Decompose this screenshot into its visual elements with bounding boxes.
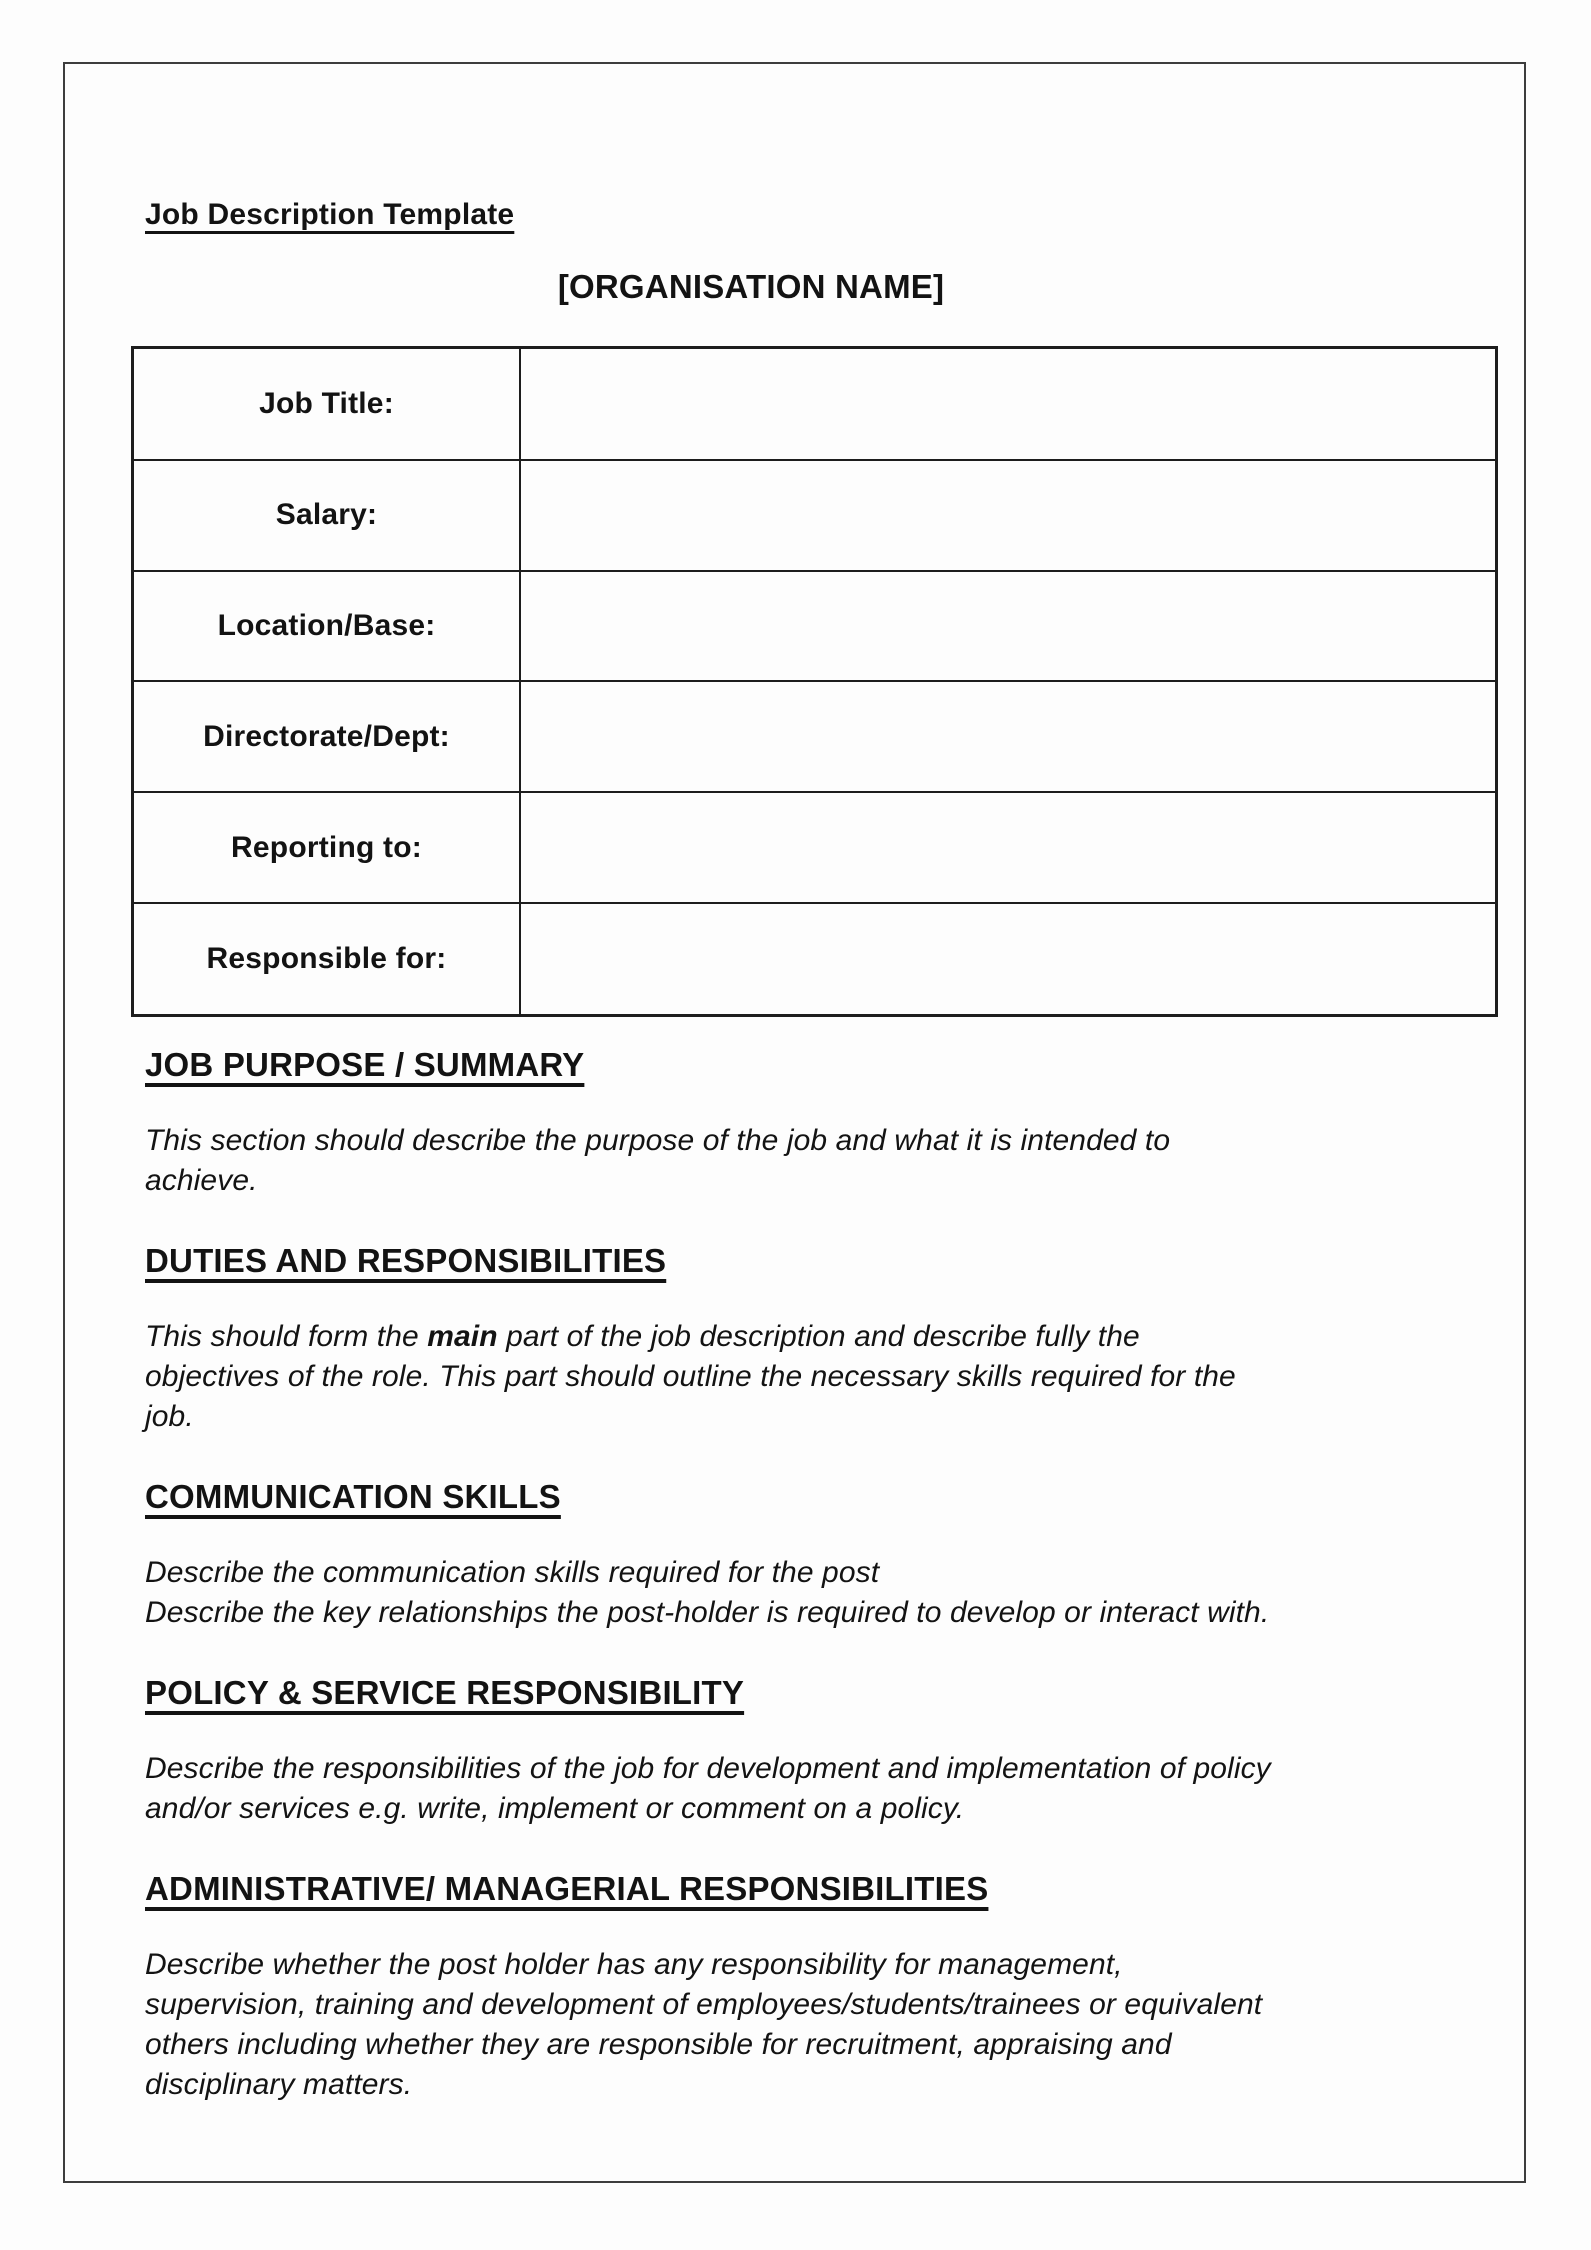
- job-info-table-body: [133, 348, 1497, 1016]
- section-paragraph: [145, 1553, 1357, 1633]
- body-text: Describe the responsibilities of the job for development and implementation of policy: [145, 1752, 1271, 1785]
- document-title: [145, 196, 1357, 234]
- body-text: achieve.: [145, 1164, 258, 1197]
- body-text: disciplinary matters.: [145, 2068, 413, 2101]
- section-body: [145, 1945, 1357, 2105]
- paragraph-line: [145, 1121, 1357, 1161]
- body-text: others including whether they are responsible for recruitment, appraising and: [145, 2028, 1172, 2061]
- paragraph-line: [145, 1985, 1357, 2025]
- row-label: Directorate/Dept:: [133, 681, 521, 792]
- table-row: [133, 681, 1497, 792]
- row-label: Location/Base:: [133, 571, 521, 682]
- body-text: This section should describe the purpose of the job and what it is intended to: [145, 1124, 1171, 1157]
- section-heading: JOB PURPOSE / SUMMARY: [145, 1046, 585, 1083]
- row-label: Job Title:: [133, 348, 521, 460]
- body-text: supervision, training and development of employees/students/trainees or equivalent: [145, 1988, 1263, 2021]
- paragraph-line: [145, 1789, 1357, 1829]
- body-text: and/or services e.g. write, implement or comment on a policy.: [145, 1792, 965, 1825]
- paragraph-line: [145, 1397, 1357, 1437]
- paragraph-line: [145, 1593, 1357, 1633]
- body-text: part of the job description and describe fully the: [497, 1320, 1140, 1353]
- section-body: [145, 1749, 1357, 1829]
- document-section: [145, 1673, 1357, 1829]
- paragraph-line: [145, 1749, 1357, 1789]
- section-heading: ADMINISTRATIVE/ MANAGERIAL RESPONSIBILITIES: [145, 1870, 989, 1907]
- document-title-text: Job Description Template: [145, 198, 515, 231]
- job-info-table: [131, 346, 1498, 1017]
- body-text: Describe the key relationships the post-holder is required to develop or interact with.: [145, 1596, 1270, 1629]
- row-label: Reporting to:: [133, 792, 521, 903]
- sections-container: [145, 1045, 1357, 2105]
- body-text: objectives of the role. This part should outline the necessary skills required for the: [145, 1360, 1236, 1393]
- table-row: [133, 571, 1497, 682]
- table-row: [133, 792, 1497, 903]
- section-heading: COMMUNICATION SKILLS: [145, 1478, 561, 1515]
- row-value-cell[interactable]: [520, 792, 1497, 903]
- section-paragraph: [145, 1749, 1357, 1829]
- paragraph-line: [145, 1945, 1357, 1985]
- organisation-name-placeholder: [ORGANISATION NAME]: [557, 268, 945, 305]
- paragraph-line: [145, 2065, 1357, 2105]
- paragraph-line: [145, 1317, 1357, 1357]
- document-section: [145, 1477, 1357, 1633]
- section-paragraph: [145, 1317, 1357, 1437]
- row-value-cell[interactable]: [520, 681, 1497, 792]
- row-value-cell[interactable]: [520, 571, 1497, 682]
- body-text: job.: [145, 1400, 194, 1433]
- body-text: This should form the: [145, 1320, 428, 1353]
- document-section: [145, 1869, 1357, 2105]
- row-value-cell[interactable]: [520, 348, 1497, 460]
- emphasized-text: main: [427, 1320, 498, 1353]
- paragraph-line: [145, 2025, 1357, 2065]
- section-body: [145, 1553, 1357, 1633]
- page-border-frame: [63, 62, 1526, 2183]
- table-row: [133, 903, 1497, 1015]
- paragraph-line: [145, 1357, 1357, 1397]
- section-body: [145, 1317, 1357, 1437]
- section-heading: POLICY & SERVICE RESPONSIBILITY: [145, 1674, 745, 1711]
- section-paragraph: [145, 1121, 1357, 1201]
- section-body: [145, 1121, 1357, 1201]
- table-row: [133, 348, 1497, 460]
- row-value-cell[interactable]: [520, 903, 1497, 1015]
- section-paragraph: [145, 1945, 1357, 2105]
- body-text: Describe the communication skills required for the post: [145, 1556, 880, 1589]
- paragraph-line: [145, 1161, 1357, 1201]
- row-label: Responsible for:: [133, 903, 521, 1015]
- table-row: [133, 460, 1497, 571]
- row-label: Salary:: [133, 460, 521, 571]
- document-section: [145, 1045, 1357, 1201]
- document-section: [145, 1241, 1357, 1437]
- section-heading: DUTIES AND RESPONSIBILITIES: [145, 1242, 667, 1279]
- body-text: Describe whether the post holder has any responsibility for management,: [145, 1948, 1123, 1981]
- paragraph-line: [145, 1553, 1357, 1593]
- row-value-cell[interactable]: [520, 460, 1497, 571]
- page-content: [145, 64, 1357, 2105]
